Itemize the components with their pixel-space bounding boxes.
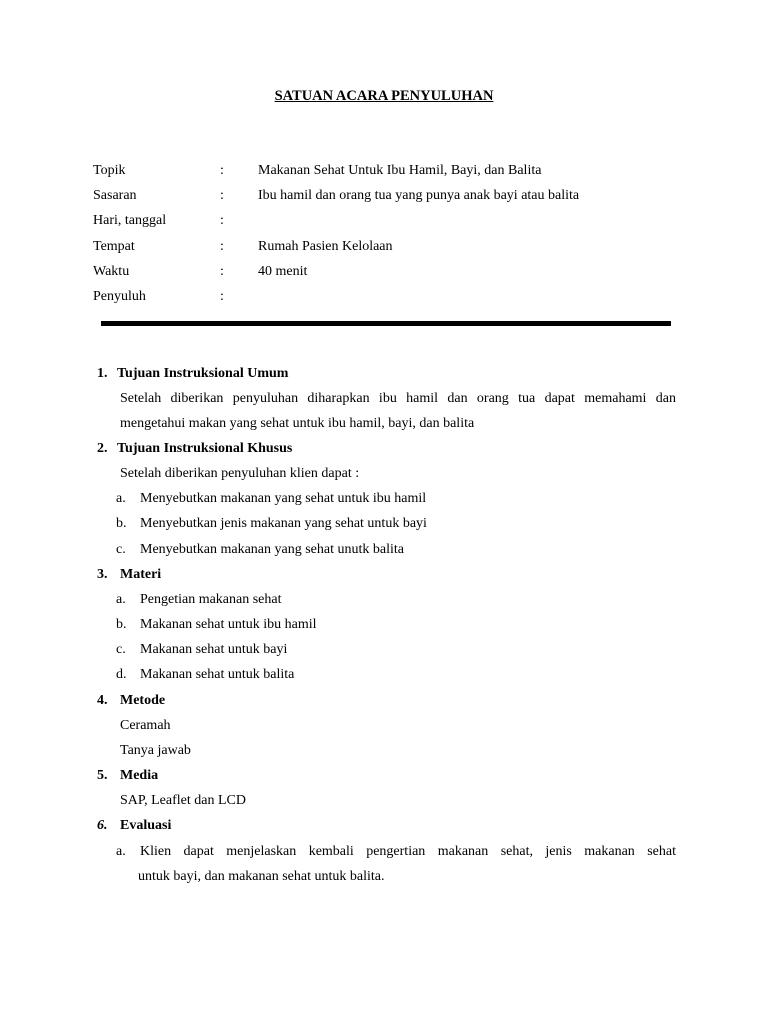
info-label: Penyuluh	[93, 289, 146, 304]
info-colon: :	[220, 264, 224, 279]
list-item-continuation: untuk bayi, dan makanan sehat untuk balita.	[138, 869, 385, 884]
method-line: Tanya jawab	[120, 743, 191, 758]
info-colon: :	[220, 289, 224, 304]
info-value: 40 menit	[258, 264, 308, 279]
section-intro: Setelah diberikan penyuluhan klien dapat :	[120, 466, 360, 481]
info-label: Waktu	[93, 264, 130, 279]
section-heading: Media	[120, 768, 159, 783]
paragraph-line: Setelah diberikan penyuluhan diharapkan ibu hamil dan orang tua dapat memahami dan	[120, 391, 676, 406]
section-number: 1.	[97, 366, 108, 381]
section-number: 4.	[97, 693, 108, 708]
section-number: 5.	[97, 768, 108, 783]
info-label: Tempat	[93, 239, 135, 254]
list-item: Makanan sehat untuk ibu hamil	[140, 617, 317, 632]
list-item: Makanan sehat untuk bayi	[140, 642, 288, 657]
paragraph-line: mengetahui makan yang sehat untuk ibu hamil, bayi, dan balita	[120, 416, 475, 431]
info-value: Rumah Pasien Kelolaan	[258, 239, 393, 254]
list-item: Klien dapat menjelaskan kembali pengertian makanan sehat, jenis makanan sehat	[140, 844, 676, 859]
section-heading: Materi	[120, 567, 162, 582]
section-heading: Metode	[120, 693, 166, 708]
section-heading: Tujuan Instruksional Umum	[117, 366, 289, 381]
item-letter: c.	[116, 542, 126, 557]
item-letter: a.	[116, 844, 126, 859]
list-item: Pengetian makanan sehat	[140, 592, 282, 607]
list-item: Menyebutkan jenis makanan yang sehat untuk bayi	[140, 516, 427, 531]
info-colon: :	[220, 213, 224, 228]
media-line: SAP, Leaflet dan LCD	[120, 793, 246, 808]
item-letter: a.	[116, 592, 126, 607]
info-label: Hari, tanggal	[93, 213, 167, 228]
section-number: 3.	[97, 567, 108, 582]
item-letter: c.	[116, 642, 126, 657]
info-value: Makanan Sehat Untuk Ibu Hamil, Bayi, dan Balita	[258, 163, 542, 178]
document-title: SATUAN ACARA PENYULUHAN	[274, 88, 494, 104]
item-letter: b.	[116, 617, 127, 632]
section-number: 6.	[97, 818, 108, 833]
info-colon: :	[220, 163, 224, 178]
info-label: Sasaran	[93, 188, 137, 203]
section-heading: Evaluasi	[120, 818, 172, 833]
header-divider	[101, 321, 671, 326]
list-item: Menyebutkan makanan yang sehat unutk balita	[140, 542, 404, 557]
info-label: Topik	[93, 163, 126, 178]
item-letter: d.	[116, 667, 127, 682]
item-letter: a.	[116, 491, 126, 506]
list-item: Makanan sehat untuk balita	[140, 667, 295, 682]
section-number: 2.	[97, 441, 108, 456]
info-colon: :	[220, 239, 224, 254]
info-value: Ibu hamil dan orang tua yang punya anak bayi atau balita	[258, 188, 580, 203]
list-item: Menyebutkan makanan yang sehat untuk ibu hamil	[140, 491, 427, 506]
section-heading: Tujuan Instruksional Khusus	[117, 441, 293, 456]
info-colon: :	[220, 188, 224, 203]
item-letter: b.	[116, 516, 127, 531]
method-line: Ceramah	[120, 718, 171, 733]
